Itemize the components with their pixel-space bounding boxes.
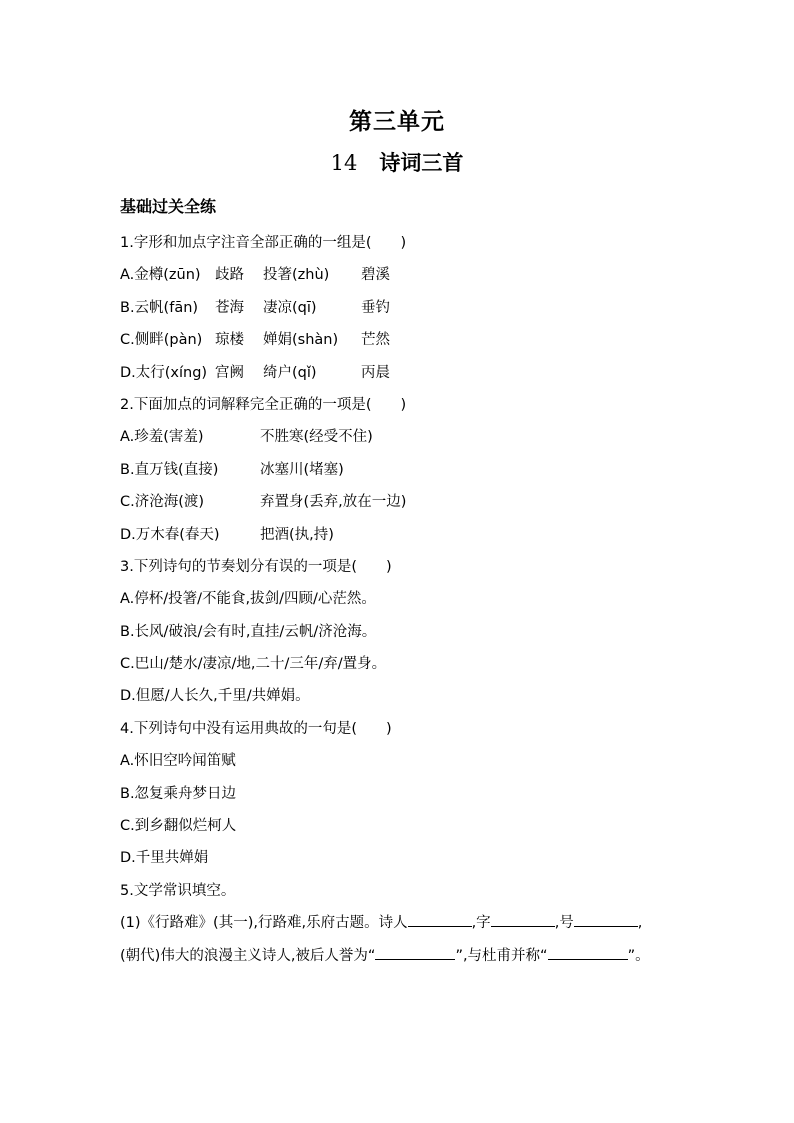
- question-4-option-d: D.千里共婵娟: [120, 850, 209, 867]
- question-2-option-d: D.万木春(春天) 把酒(执,持): [120, 526, 334, 543]
- question-5-part-1-line-1: (1)《行路难》(其一),行路难,乐府古题。诗人 ,字 ,号 ,: [120, 912, 720, 944]
- question-5-part-1-line-2: (朝代)伟大的浪漫主义诗人,被后人誉为“ ”,与杜甫并称“ ”。: [120, 945, 720, 977]
- question-4-option-c: C.到乡翻似烂柯人: [120, 818, 237, 835]
- question-1-option-b: B.云帆(fān) 苍海 凄凉(qī) 垂钓: [120, 299, 390, 316]
- question-2-option-b: B.直万钱(直接) 冰塞川(堵塞): [120, 461, 344, 478]
- lesson-title: [0, 147, 794, 177]
- question-1-stem: 1.字形和加点字注音全部正确的一组是( ): [120, 235, 407, 251]
- answer-blank-paired-name[interactable]: [548, 945, 628, 960]
- question-1-option-a: A.金樽(zūn) 歧路 投箸(zhù) 碧溪: [120, 267, 390, 284]
- question-1-option-c: C.侧畔(pàn) 琼楼 婵娟(shàn) 芒然: [120, 332, 390, 349]
- question-3-option-b: B.长风/破浪/会有时,直挂/云帆/济沧海。: [120, 623, 377, 640]
- lesson-number: 14: [330, 151, 358, 175]
- lesson-name: 诗词三首: [379, 151, 464, 175]
- question-3-option-d: D.但愿/人长久,千里/共婵娟。: [120, 688, 310, 705]
- question-4-option-a: A.怀旧空吟闻笛赋: [120, 753, 236, 770]
- question-3-option-a: A.停杯/投箸/不能食,拔剑/四顾/心茫然。: [120, 591, 376, 608]
- question-list: [120, 232, 720, 977]
- question-1-option-d: D.太行(xíng) 宫阙 绮户(qǐ) 丙晨: [120, 364, 390, 381]
- question-5-stem: 5.文学常识填空。: [120, 882, 236, 899]
- question-2-option-c: C.济沧海(渡) 弃置身(丢弃,放在一边): [120, 494, 407, 511]
- answer-blank-art-name[interactable]: [574, 912, 638, 927]
- question-2-option-a: A.珍羞(害羞) 不胜寒(经受不住): [120, 429, 373, 446]
- question-3-stem: 3.下列诗句的节奏划分有误的一项是( ): [120, 558, 392, 575]
- question-2-stem: 2.下面加点的词解释完全正确的一项是( ): [120, 396, 407, 413]
- question-4-option-b: B.忽复乘舟梦日边: [120, 785, 237, 802]
- unit-title: 第三单元: [349, 109, 445, 135]
- answer-blank-epithet[interactable]: [375, 945, 455, 960]
- question-3-option-c: C.巴山/楚水/凄凉/地,二十/三年/弃/置身。: [120, 656, 387, 673]
- answer-blank-poet[interactable]: [408, 912, 472, 927]
- section-heading: 基础过关全练: [120, 197, 217, 216]
- question-4-stem: 4.下列诗句中没有运用典故的一句是( ): [120, 720, 392, 737]
- answer-blank-courtesy-name[interactable]: [491, 912, 555, 927]
